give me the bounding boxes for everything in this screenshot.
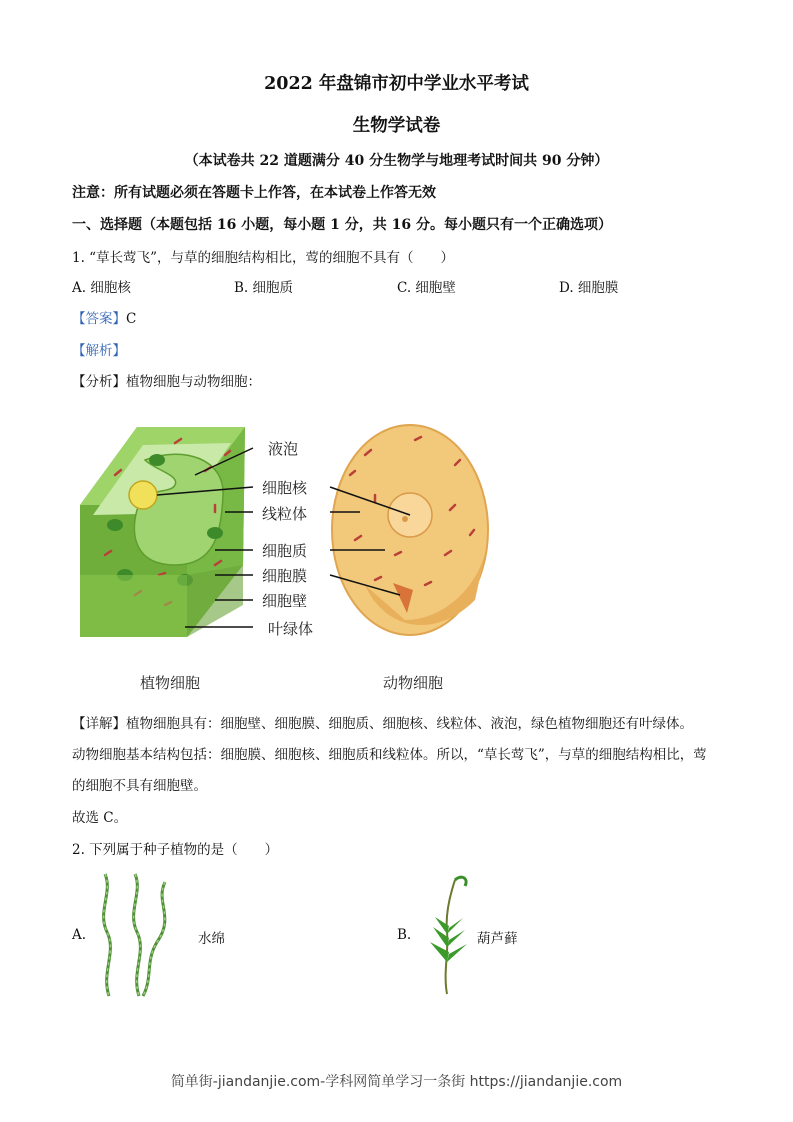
q2-option-a-name: 水绵 <box>198 931 225 947</box>
q2-option-b-name: 葫芦藓 <box>477 931 518 947</box>
spirogyra-illustration <box>95 872 185 1002</box>
label-vacuole: 液泡 <box>268 440 299 458</box>
exam-info: （本试卷共 22 道题满分 40 分生物学与地理考试时间共 90 分钟） <box>184 153 609 169</box>
exam-notice: 注意：所有试题必须在答题卡上作答，在本试卷上作答无效 <box>72 185 436 201</box>
q1-option-c: C. 细胞壁 <box>397 280 456 296</box>
plant-cell-caption: 植物细胞 <box>140 674 201 692</box>
answer-tag: 【答案】 <box>72 311 126 327</box>
animal-cell-caption: 动物细胞 <box>383 674 444 692</box>
answer-value: C <box>126 311 137 327</box>
detail-line-3: 的细胞不具有细胞壁。 <box>72 778 207 794</box>
label-chloroplast: 叶绿体 <box>268 620 314 638</box>
animal-cell-illustration <box>332 425 488 635</box>
label-cell-wall: 细胞壁 <box>262 592 308 610</box>
detail-line-1: 【详解】植物细胞具有：细胞壁、细胞膜、细胞质、细胞核、线粒体、液泡，绿色植物细胞还有叶绿体。 <box>72 716 693 732</box>
analysis-intro: 【分析】植物细胞与动物细胞： <box>72 374 261 390</box>
q1-option-a: A. 细胞核 <box>72 280 131 296</box>
plant-cell-illustration <box>80 427 245 637</box>
page-footer: 简单街-jiandanjie.com-学科网简单学习一条街 https://jiandanjie.com <box>170 1074 623 1090</box>
label-mitochondria: 线粒体 <box>262 505 308 523</box>
section-heading: 一、选择题（本题包括 16 小题，每小题 1 分，共 16 分。每小题只有一个正确选项） <box>72 217 612 233</box>
q1-conclusion: 故选 C。 <box>72 810 128 826</box>
detail-line-2: 动物细胞基本结构包括：细胞膜、细胞核、细胞质和线粒体。所以，“草长莺飞”，与草的细胞结构相比，莺 <box>72 747 707 763</box>
moss-illustration <box>425 872 475 997</box>
answer-line <box>72 307 136 327</box>
label-nucleus: 细胞核 <box>262 479 308 497</box>
analysis-tag: 【解析】 <box>72 343 126 359</box>
q2-option-b-letter: B. <box>397 927 412 943</box>
exam-title: 2022 年盘锦市初中学业水平考试 <box>264 74 529 94</box>
exam-subtitle: 生物学试卷 <box>352 116 441 136</box>
q1-option-d: D. 细胞膜 <box>559 280 619 296</box>
q2-option-a-letter: A. <box>72 927 87 943</box>
label-cell-membrane: 细胞膜 <box>262 567 308 585</box>
label-cytoplasm: 细胞质 <box>262 542 308 560</box>
question-1-stem: 1. “草长莺飞”，与草的细胞结构相比，莺的细胞不具有（ ） <box>72 250 454 266</box>
question-2-stem: 2. 下列属于种子植物的是（ ） <box>72 842 279 858</box>
q1-option-b: B. 细胞质 <box>234 280 294 296</box>
